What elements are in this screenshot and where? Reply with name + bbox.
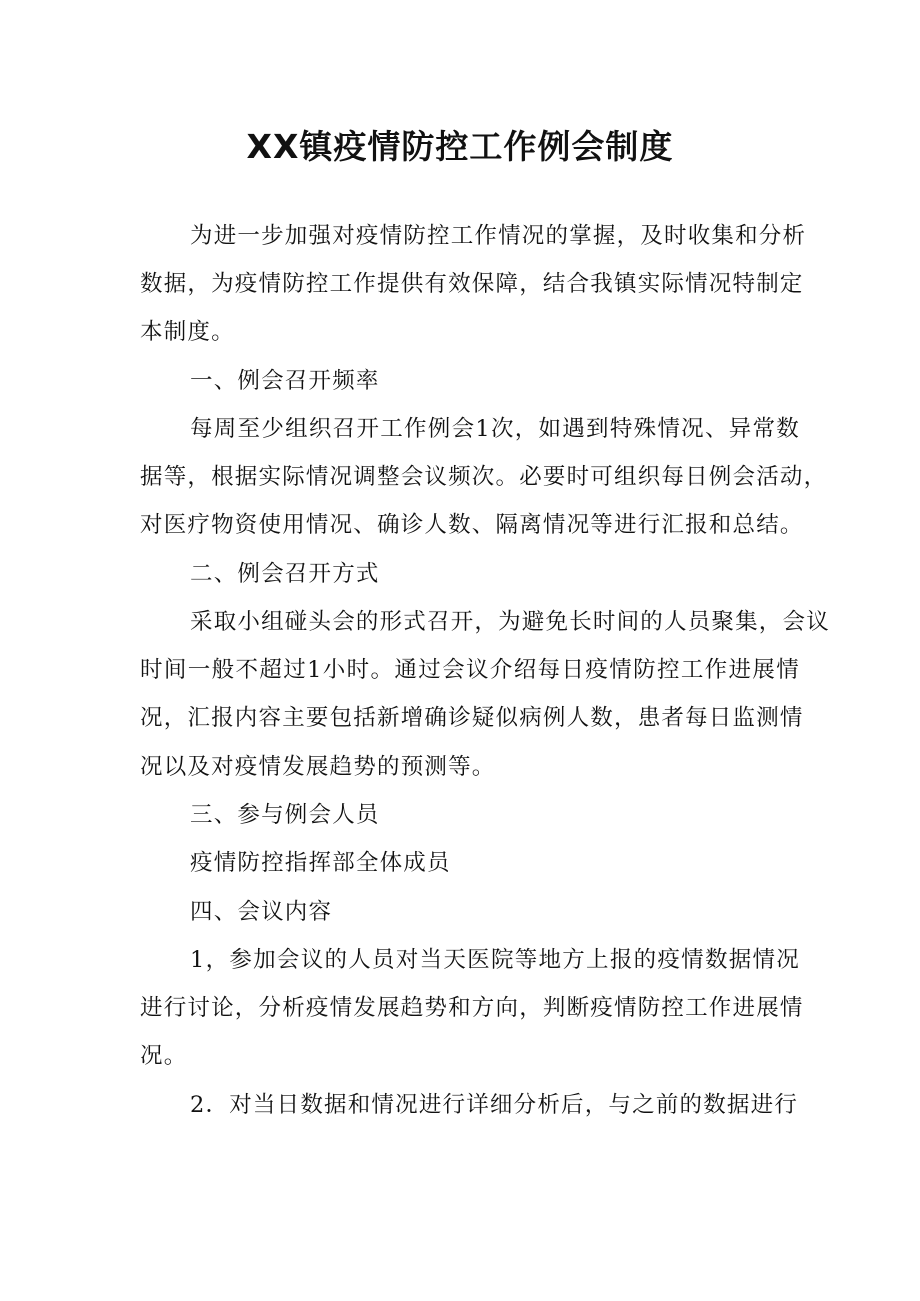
- section-heading: 三、参与例会人员: [190, 802, 380, 828]
- document-title: XX镇疫情防控工作例会制度: [246, 127, 674, 166]
- paragraph-line: 况以及对疫情发展趋势的预测等。: [140, 754, 496, 780]
- paragraph-line: 时间一般不超过1小时。通过会议介绍每日疫情防控工作进展情: [140, 657, 800, 683]
- paragraph-line: 采取小组碰头会的形式召开，为避免长时间的人员聚集，会议: [190, 609, 830, 635]
- paragraph-line: 每周至少组织召开工作例会1次，如遇到特殊情况、异常数: [190, 416, 800, 442]
- paragraph-line: 疫情防控指挥部全体成员: [190, 850, 451, 876]
- paragraph-line: 况，汇报内容主要包括新增确诊疑似病例人数，患者每日监测情: [140, 705, 804, 731]
- list-item-line: 进行讨论，分析疫情发展趋势和方向，判断疫情防控工作进展情: [140, 995, 804, 1021]
- paragraph-line: 据等，根据实际情况调整会议频次。必要时可组织每日例会活动，: [140, 464, 828, 490]
- section-heading: 四、会议内容: [190, 899, 333, 925]
- paragraph-line: 为进一步加强对疫情防控工作情况的掌握，及时收集和分析: [190, 223, 807, 249]
- list-item-line: 2．对当日数据和情况进行详细分析后，与之前的数据进行: [190, 1092, 799, 1118]
- section-heading: 二、例会召开方式: [190, 561, 380, 587]
- list-item-line: 况。: [140, 1043, 188, 1069]
- paragraph-line: 数据，为疫情防控工作提供有效保障，结合我镇实际情况特制定: [140, 271, 804, 297]
- paragraph-line: 本制度。: [140, 319, 235, 345]
- list-item-line: 1，参加会议的人员对当天医院等地方上报的疫情数据情况: [190, 947, 800, 973]
- section-heading: 一、例会召开频率: [190, 368, 380, 394]
- paragraph-line: 对医疗物资使用情况、确诊人数、隔离情况等进行汇报和总结。: [140, 512, 804, 538]
